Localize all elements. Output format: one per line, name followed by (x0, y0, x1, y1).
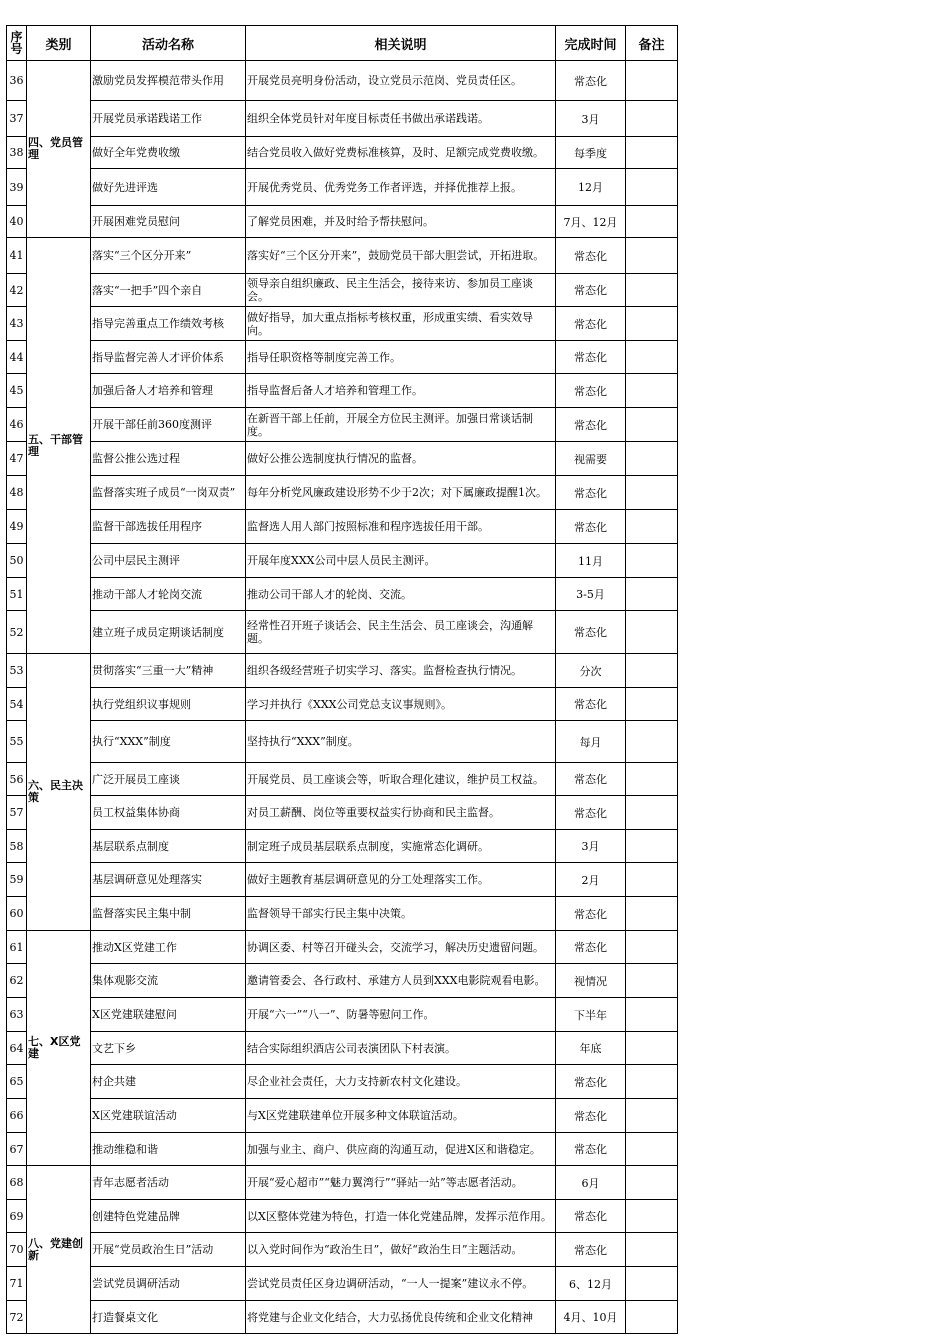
header-name: 活动名称 (91, 26, 246, 61)
completion-time: 4月、10月 (556, 1301, 626, 1334)
completion-time: 每月 (556, 721, 626, 763)
activity-description: 开展“爱心超市”“魅力翼湾行”“驿站一站”等志愿者活动。 (246, 1166, 556, 1200)
category-cell: 六、民主决策 (27, 654, 91, 931)
completion-time: 2月 (556, 863, 626, 897)
remarks-cell (626, 476, 678, 510)
remarks-cell (626, 998, 678, 1032)
completion-time: 常态化 (556, 688, 626, 721)
remarks-cell (626, 796, 678, 830)
activity-name: 建立班子成员定期谈话制度 (91, 611, 246, 654)
row-number: 63 (7, 998, 27, 1032)
remarks-cell (626, 611, 678, 654)
row-number: 60 (7, 897, 27, 931)
remarks-cell (626, 1133, 678, 1166)
activity-name: 指导完善重点工作绩效考核 (91, 307, 246, 341)
completion-time: 分次 (556, 654, 626, 688)
activity-name: 公司中层民主测评 (91, 544, 246, 578)
completion-time: 常态化 (556, 307, 626, 341)
row-number: 69 (7, 1200, 27, 1233)
table-row (7, 1200, 678, 1233)
table-row (7, 307, 678, 341)
activity-description: 指导监督后备人才培养和管理工作。 (246, 374, 556, 408)
table-row (7, 137, 678, 169)
remarks-cell (626, 1032, 678, 1065)
row-number: 62 (7, 964, 27, 998)
activity-description: 学习并执行《XXX公司党总支议事规则》。 (246, 688, 556, 721)
remarks-cell (626, 964, 678, 998)
completion-time: 常态化 (556, 341, 626, 374)
row-number: 53 (7, 654, 27, 688)
remarks-cell (626, 61, 678, 101)
activity-description: 落实好“三个区分开来”，鼓励党员干部大胆尝试，开拓进取。 (246, 238, 556, 274)
activity-description: 做好指导，加大重点指标考核权重，形成重实绩、看实效导向。 (246, 307, 556, 341)
completion-time: 常态化 (556, 796, 626, 830)
activity-name: 执行“XXX”制度 (91, 721, 246, 763)
activity-name: 尝试党员调研活动 (91, 1267, 246, 1301)
activity-name: 落实“三个区分开来” (91, 238, 246, 274)
activity-name: 加强后备人才培养和管理 (91, 374, 246, 408)
row-number: 65 (7, 1065, 27, 1099)
remarks-cell (626, 1200, 678, 1233)
remarks-cell (626, 688, 678, 721)
activity-name: 集体观影交流 (91, 964, 246, 998)
task-table (6, 25, 678, 1334)
completion-time: 12月 (556, 169, 626, 206)
completion-time: 3月 (556, 101, 626, 137)
table-row (7, 931, 678, 964)
row-number: 72 (7, 1301, 27, 1334)
remarks-cell (626, 206, 678, 238)
row-number: 39 (7, 169, 27, 206)
completion-time: 11月 (556, 544, 626, 578)
completion-time: 每季度 (556, 137, 626, 169)
completion-time: 常态化 (556, 1200, 626, 1233)
completion-time: 常态化 (556, 1133, 626, 1166)
remarks-cell (626, 169, 678, 206)
row-number: 58 (7, 830, 27, 863)
activity-name: 青年志愿者活动 (91, 1166, 246, 1200)
completion-time: 常态化 (556, 476, 626, 510)
table-row (7, 1065, 678, 1099)
activity-description: 协调区委、村等召开碰头会，交流学习，解决历史遗留问题。 (246, 931, 556, 964)
activity-name: 创建特色党建品牌 (91, 1200, 246, 1233)
completion-time: 视需要 (556, 442, 626, 476)
activity-name: 贯彻落实“三重一大”精神 (91, 654, 246, 688)
table-row (7, 341, 678, 374)
activity-description: 尝试党员责任区身边调研活动，“一人一提案”建议永不停。 (246, 1267, 556, 1301)
table-row (7, 721, 678, 763)
category-cell: 四、党员管理 (27, 61, 91, 238)
remarks-cell (626, 763, 678, 796)
header-desc: 相关说明 (246, 26, 556, 61)
remarks-cell (626, 408, 678, 442)
activity-description: 推动公司干部人才的轮岗、交流。 (246, 578, 556, 611)
completion-time: 常态化 (556, 897, 626, 931)
row-number: 55 (7, 721, 27, 763)
header-note: 备注 (626, 26, 678, 61)
completion-time: 常态化 (556, 763, 626, 796)
category-cell: 五、干部管理 (27, 238, 91, 654)
activity-description: 对员工薪酬、岗位等重要权益实行协商和民主监督。 (246, 796, 556, 830)
activity-description: 开展“六一”“八一”、防暑等慰问工作。 (246, 998, 556, 1032)
table-row (7, 442, 678, 476)
row-number: 68 (7, 1166, 27, 1200)
remarks-cell (626, 307, 678, 341)
row-number: 59 (7, 863, 27, 897)
remarks-cell (626, 510, 678, 544)
activity-description: 邀请管委会、各行政村、承建方人员到XXX电影院观看电影。 (246, 964, 556, 998)
activity-description: 了解党员困难，并及时给予帮扶慰问。 (246, 206, 556, 238)
header-category: 类别 (27, 26, 91, 61)
table-row (7, 61, 678, 101)
table-row (7, 274, 678, 307)
activity-name: 监督落实民主集中制 (91, 897, 246, 931)
table-row (7, 796, 678, 830)
activity-name: 村企共建 (91, 1065, 246, 1099)
activity-name: 指导监督完善人才评价体系 (91, 341, 246, 374)
remarks-cell (626, 1233, 678, 1267)
activity-name: 执行党组织议事规则 (91, 688, 246, 721)
header-time: 完成时间 (556, 26, 626, 61)
row-number: 41 (7, 238, 27, 274)
activity-description: 坚持执行“XXX”制度。 (246, 721, 556, 763)
table-row (7, 763, 678, 796)
table-row (7, 1233, 678, 1267)
activity-description: 结合实际组织酒店公司表演团队下村表演。 (246, 1032, 556, 1065)
completion-time: 6月 (556, 1166, 626, 1200)
activity-name: 广泛开展员工座谈 (91, 763, 246, 796)
table-row (7, 101, 678, 137)
completion-time: 常态化 (556, 61, 626, 101)
activity-name: 做好先进评选 (91, 169, 246, 206)
activity-name: 激励党员发挥模范带头作用 (91, 61, 246, 101)
remarks-cell (626, 578, 678, 611)
activity-description: 组织各级经营班子切实学习、落实。监督检查执行情况。 (246, 654, 556, 688)
table-row (7, 374, 678, 408)
category-cell: 七、X区党建 (27, 931, 91, 1166)
remarks-cell (626, 544, 678, 578)
table-row (7, 238, 678, 274)
table-row (7, 408, 678, 442)
remarks-cell (626, 721, 678, 763)
activity-name: 开展“党员政治生日”活动 (91, 1233, 246, 1267)
row-number: 52 (7, 611, 27, 654)
activity-name: 基层联系点制度 (91, 830, 246, 863)
table-row (7, 1032, 678, 1065)
activity-description: 做好主题教育基层调研意见的分工处理落实工作。 (246, 863, 556, 897)
remarks-cell (626, 1267, 678, 1301)
row-number: 57 (7, 796, 27, 830)
row-number: 64 (7, 1032, 27, 1065)
activity-description: 加强与业主、商户、供应商的沟通互动，促进X区和谐稳定。 (246, 1133, 556, 1166)
row-number: 40 (7, 206, 27, 238)
activity-name: 监督干部选拔任用程序 (91, 510, 246, 544)
remarks-cell (626, 238, 678, 274)
remarks-cell (626, 863, 678, 897)
table-row (7, 1099, 678, 1133)
completion-time: 6、12月 (556, 1267, 626, 1301)
remarks-cell (626, 1166, 678, 1200)
table-row (7, 1267, 678, 1301)
row-number: 71 (7, 1267, 27, 1301)
row-number: 37 (7, 101, 27, 137)
table-row (7, 964, 678, 998)
table-row (7, 897, 678, 931)
row-number: 46 (7, 408, 27, 442)
activity-name: 开展干部任前360度测评 (91, 408, 246, 442)
header-seq: 序号 (7, 26, 27, 61)
activity-name: 开展困难党员慰问 (91, 206, 246, 238)
activity-name: 开展党员承诺践诺工作 (91, 101, 246, 137)
activity-description: 监督领导干部实行民主集中决策。 (246, 897, 556, 931)
activity-name: 监督落实班子成员“一岗双责” (91, 476, 246, 510)
completion-time: 常态化 (556, 408, 626, 442)
category-cell: 八、党建创新 (27, 1166, 91, 1334)
table-row (7, 830, 678, 863)
remarks-cell (626, 1065, 678, 1099)
activity-name: 做好全年党费收缴 (91, 137, 246, 169)
header-row (7, 26, 678, 61)
activity-name: X区党建联谊活动 (91, 1099, 246, 1133)
completion-time: 常态化 (556, 374, 626, 408)
activity-description: 在新晋干部上任前，开展全方位民主测评。加强日常谈话制度。 (246, 408, 556, 442)
table-row (7, 578, 678, 611)
activity-description: 开展党员亮明身份活动，设立党员示范岗、党员责任区。 (246, 61, 556, 101)
row-number: 43 (7, 307, 27, 341)
activity-description: 以入党时间作为“政治生日”，做好“政治生日”主题活动。 (246, 1233, 556, 1267)
completion-time: 常态化 (556, 238, 626, 274)
row-number: 47 (7, 442, 27, 476)
completion-time: 常态化 (556, 1233, 626, 1267)
completion-time: 3-5月 (556, 578, 626, 611)
remarks-cell (626, 897, 678, 931)
activity-description: 开展党员、员工座谈会等，听取合理化建议，维护员工权益。 (246, 763, 556, 796)
remarks-cell (626, 374, 678, 408)
row-number: 49 (7, 510, 27, 544)
completion-time: 常态化 (556, 274, 626, 307)
remarks-cell (626, 442, 678, 476)
activity-description: 开展年度XXX公司中层人员民主测评。 (246, 544, 556, 578)
row-number: 48 (7, 476, 27, 510)
table-row (7, 476, 678, 510)
completion-time: 常态化 (556, 1099, 626, 1133)
table-row (7, 654, 678, 688)
table-row (7, 1166, 678, 1200)
completion-time: 常态化 (556, 611, 626, 654)
remarks-cell (626, 101, 678, 137)
completion-time: 年底 (556, 1032, 626, 1065)
row-number: 44 (7, 341, 27, 374)
activity-description: 领导亲自组织廉政、民主生活会，接待来访、参加员工座谈会。 (246, 274, 556, 307)
activity-description: 做好公推公选制度执行情况的监督。 (246, 442, 556, 476)
row-number: 67 (7, 1133, 27, 1166)
remarks-cell (626, 830, 678, 863)
completion-time: 3月 (556, 830, 626, 863)
activity-name: 推动维稳和谐 (91, 1133, 246, 1166)
table-row (7, 169, 678, 206)
activity-description: 指导任职资格等制度完善工作。 (246, 341, 556, 374)
activity-description: 结合党员收入做好党费标准核算，及时、足额完成党费收缴。 (246, 137, 556, 169)
table-row (7, 863, 678, 897)
activity-name: 员工权益集体协商 (91, 796, 246, 830)
row-number: 50 (7, 544, 27, 578)
remarks-cell (626, 1301, 678, 1334)
completion-time: 常态化 (556, 510, 626, 544)
row-number: 61 (7, 931, 27, 964)
activity-name: 监督公推公选过程 (91, 442, 246, 476)
activity-description: 组织全体党员针对年度目标责任书做出承诺践诺。 (246, 101, 556, 137)
activity-description: 开展优秀党员、优秀党务工作者评选，并择优推荐上报。 (246, 169, 556, 206)
completion-time: 常态化 (556, 1065, 626, 1099)
activity-description: 以X区整体党建为特色，打造一体化党建品牌，发挥示范作用。 (246, 1200, 556, 1233)
completion-time: 7月、12月 (556, 206, 626, 238)
remarks-cell (626, 274, 678, 307)
row-number: 45 (7, 374, 27, 408)
remarks-cell (626, 654, 678, 688)
activity-name: 推动X区党建工作 (91, 931, 246, 964)
activity-name: 推动干部人才轮岗交流 (91, 578, 246, 611)
row-number: 42 (7, 274, 27, 307)
row-number: 70 (7, 1233, 27, 1267)
row-number: 54 (7, 688, 27, 721)
table-row (7, 998, 678, 1032)
row-number: 66 (7, 1099, 27, 1133)
activity-name: 落实“一把手”四个亲自 (91, 274, 246, 307)
activity-name: X区党建联建慰问 (91, 998, 246, 1032)
activity-description: 将党建与企业文化结合，大力弘扬优良传统和企业文化精神 (246, 1301, 556, 1334)
activity-description: 经常性召开班子谈话会、民主生活会、员工座谈会，沟通解题。 (246, 611, 556, 654)
completion-time: 常态化 (556, 931, 626, 964)
remarks-cell (626, 931, 678, 964)
remarks-cell (626, 137, 678, 169)
activity-name: 基层调研意见处理落实 (91, 863, 246, 897)
table-row (7, 206, 678, 238)
remarks-cell (626, 1099, 678, 1133)
table-row (7, 510, 678, 544)
activity-name: 打造餐桌文化 (91, 1301, 246, 1334)
table-row (7, 611, 678, 654)
table-row (7, 544, 678, 578)
row-number: 51 (7, 578, 27, 611)
activity-description: 尽企业社会责任，大力支持新农村文化建设。 (246, 1065, 556, 1099)
row-number: 56 (7, 763, 27, 796)
activity-name: 文艺下乡 (91, 1032, 246, 1065)
completion-time: 视情况 (556, 964, 626, 998)
activity-description: 每年分析党风廉政建设形势不少于2次；对下属廉政提醒1次。 (246, 476, 556, 510)
activity-description: 制定班子成员基层联系点制度，实施常态化调研。 (246, 830, 556, 863)
table-row (7, 688, 678, 721)
table-row (7, 1301, 678, 1334)
table-row (7, 1133, 678, 1166)
remarks-cell (626, 341, 678, 374)
row-number: 36 (7, 61, 27, 101)
activity-description: 与X区党建联建单位开展多种文体联谊活动。 (246, 1099, 556, 1133)
row-number: 38 (7, 137, 27, 169)
activity-description: 监督选人用人部门按照标准和程序选拔任用干部。 (246, 510, 556, 544)
completion-time: 下半年 (556, 998, 626, 1032)
